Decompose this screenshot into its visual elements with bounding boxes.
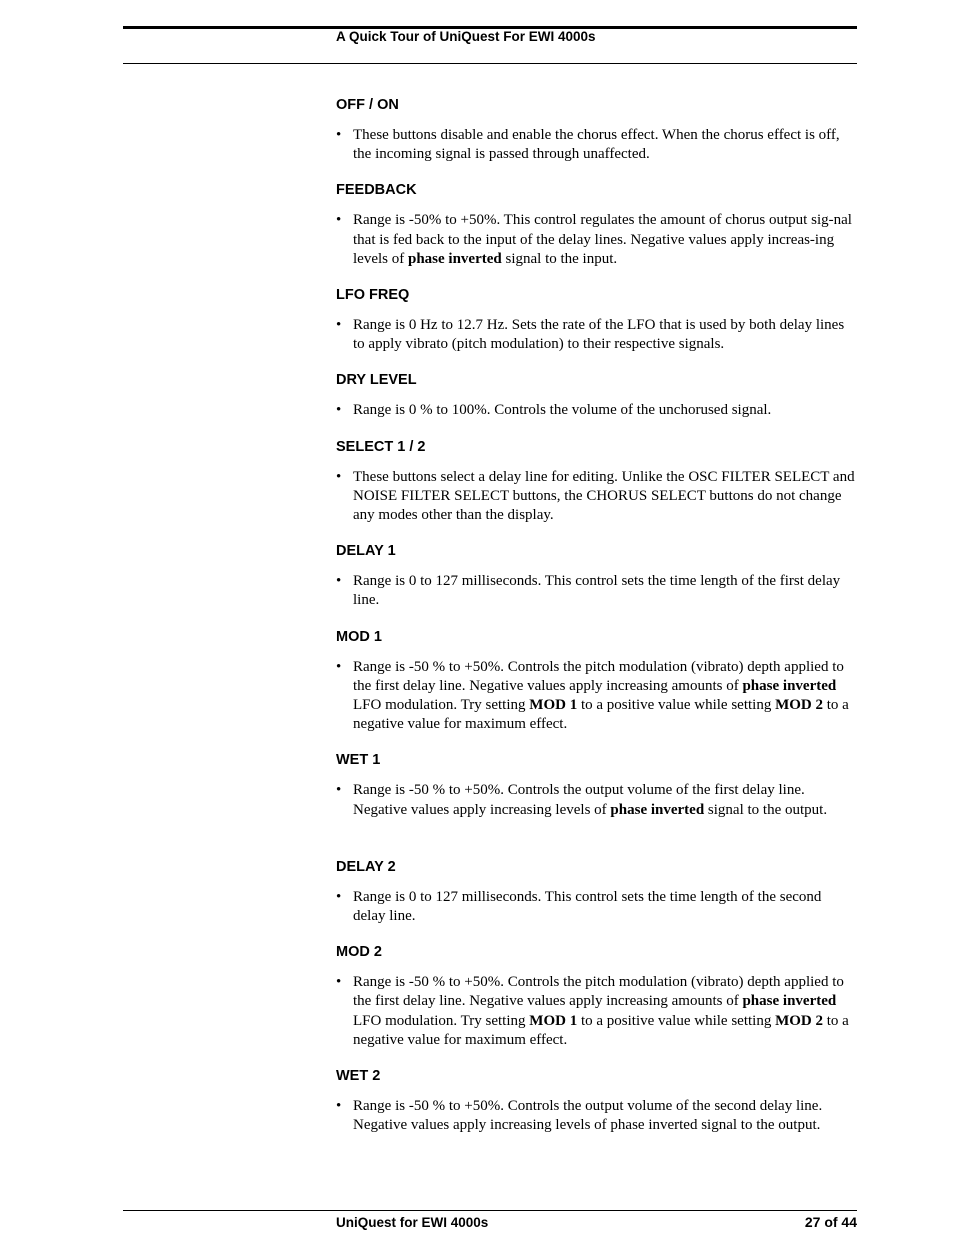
body-text: LFO modulation. Try setting bbox=[353, 697, 530, 714]
section-list bbox=[336, 96, 857, 1152]
body-text: LFO modulation. Try setting bbox=[353, 1012, 530, 1029]
parameter-section bbox=[336, 371, 857, 420]
parameter-section bbox=[336, 628, 857, 735]
section-heading: DELAY 2 bbox=[336, 858, 396, 875]
section-heading: FEEDBACK bbox=[336, 182, 417, 199]
bullet-item bbox=[336, 781, 857, 819]
body-text: to a positive value while setting bbox=[577, 1012, 776, 1029]
body-text: Range is -50 % to +50%. Controls the pitch modulation (vibrato) depth applied to the first delay line. Negative values apply increasing amounts of bbox=[353, 658, 844, 694]
section-heading: WET 1 bbox=[336, 752, 381, 769]
bullet-icon: • bbox=[336, 468, 342, 485]
bold-term: MOD 1 bbox=[529, 697, 578, 714]
section-heading: DRY LEVEL bbox=[336, 372, 417, 389]
section-heading: WET 2 bbox=[336, 1068, 381, 1085]
body-text: signal to the input. bbox=[501, 250, 618, 267]
body-text: Range is 0 to 127 milliseconds. This control sets the time length of the first delay line. bbox=[353, 573, 841, 609]
parameter-section bbox=[336, 858, 857, 926]
parameter-section bbox=[336, 1067, 857, 1135]
bold-term: MOD 2 bbox=[775, 1012, 824, 1029]
bullet-item bbox=[336, 658, 857, 735]
bullet-item bbox=[336, 401, 857, 420]
bullet-item bbox=[336, 468, 857, 526]
bullet-icon: • bbox=[336, 212, 342, 229]
bullet-icon: • bbox=[336, 317, 342, 334]
body-text: to a negative value for maximum effect. bbox=[353, 1012, 849, 1048]
parameter-section bbox=[336, 542, 857, 610]
bullet-icon: • bbox=[336, 782, 342, 799]
body-text: Range is 0 % to 100%. Controls the volume of the unchorused signal. bbox=[353, 402, 772, 419]
running-header: A Quick Tour of UniQuest For EWI 4000s bbox=[336, 29, 596, 44]
body-text: These buttons select a delay line for editing. Unlike the OSC FILTER SELECT and NOISE FILTER SELECT buttons, the CHORUS SELECT buttons do not change any modes other than the display. bbox=[353, 468, 855, 524]
bullet-item bbox=[336, 1097, 857, 1135]
page-number: 27 of 44 bbox=[804, 1214, 857, 1230]
bullet-item bbox=[336, 126, 857, 164]
parameter-section bbox=[336, 438, 857, 526]
body-text: Range is -50% to +50%. This control regulates the amount of chorus output sig-nal that is fed back to the input of the delay lines. Negative values apply increas-ing levels of bbox=[353, 212, 852, 267]
bold-term: phase inverted bbox=[610, 801, 705, 818]
bullet-item bbox=[336, 316, 857, 354]
body-text: signal to the output. bbox=[704, 801, 828, 818]
bold-term: phase inverted bbox=[407, 250, 502, 267]
body-text: Range is 0 Hz to 12.7 Hz. Sets the rate of the LFO that is used by both delay lines to apply vibrato (pitch modulation) to their respective signals. bbox=[353, 317, 845, 353]
body-text: Range is 0 to 127 milliseconds. This control sets the time length of the second delay line. bbox=[353, 888, 822, 925]
body-text: Range is -50 % to +50%. Controls the output volume of the second delay line. Negative values apply increasing levels of phase inverted signal to the output. bbox=[353, 1098, 823, 1134]
bullet-icon: • bbox=[336, 1098, 342, 1115]
bold-term: phase inverted bbox=[742, 677, 837, 694]
parameter-section bbox=[336, 751, 857, 819]
section-heading: MOD 1 bbox=[336, 628, 382, 645]
body-text: Range is -50 % to +50%. Controls the pitch modulation (vibrato) depth applied to the first delay line. Negative values apply increasing amounts of bbox=[353, 974, 844, 1010]
bullet-item bbox=[336, 973, 857, 1050]
bullet-item bbox=[336, 888, 857, 926]
running-footer: UniQuest for EWI 4000s bbox=[336, 1215, 489, 1230]
bullet-icon: • bbox=[336, 127, 342, 143]
bullet-icon: • bbox=[336, 573, 342, 590]
body-text: to a negative value for maximum effect. bbox=[353, 697, 849, 733]
section-heading: SELECT 1 / 2 bbox=[336, 438, 426, 455]
parameter-section bbox=[336, 286, 857, 354]
parameter-section bbox=[336, 943, 857, 1050]
bullet-item bbox=[336, 572, 857, 610]
section-heading: LFO FREQ bbox=[336, 287, 410, 304]
bullet-icon: • bbox=[336, 974, 342, 991]
section-heading: MOD 2 bbox=[336, 944, 382, 961]
bold-term: MOD 1 bbox=[529, 1012, 578, 1029]
bold-term: phase inverted bbox=[742, 993, 837, 1010]
footer-rule bbox=[123, 1210, 857, 1211]
section-heading: DELAY 1 bbox=[336, 543, 396, 560]
bullet-icon: • bbox=[336, 888, 342, 905]
header-rule-thin bbox=[123, 63, 857, 64]
bullet-icon: • bbox=[336, 658, 342, 675]
bullet-item bbox=[336, 211, 857, 269]
bullet-icon: • bbox=[336, 402, 342, 419]
body-text: These buttons disable and enable the chorus effect. When the chorus effect is off, the incoming signal is passed through unaffected. bbox=[353, 127, 840, 163]
bold-term: MOD 2 bbox=[775, 697, 824, 714]
body-text: Range is -50 % to +50%. Controls the output volume of the first delay line. Negative values apply increasing levels of bbox=[353, 782, 805, 818]
body-text: to a positive value while setting bbox=[577, 697, 776, 714]
section-heading: OFF / ON bbox=[336, 97, 399, 113]
parameter-section bbox=[336, 96, 857, 164]
parameter-section bbox=[336, 181, 857, 269]
